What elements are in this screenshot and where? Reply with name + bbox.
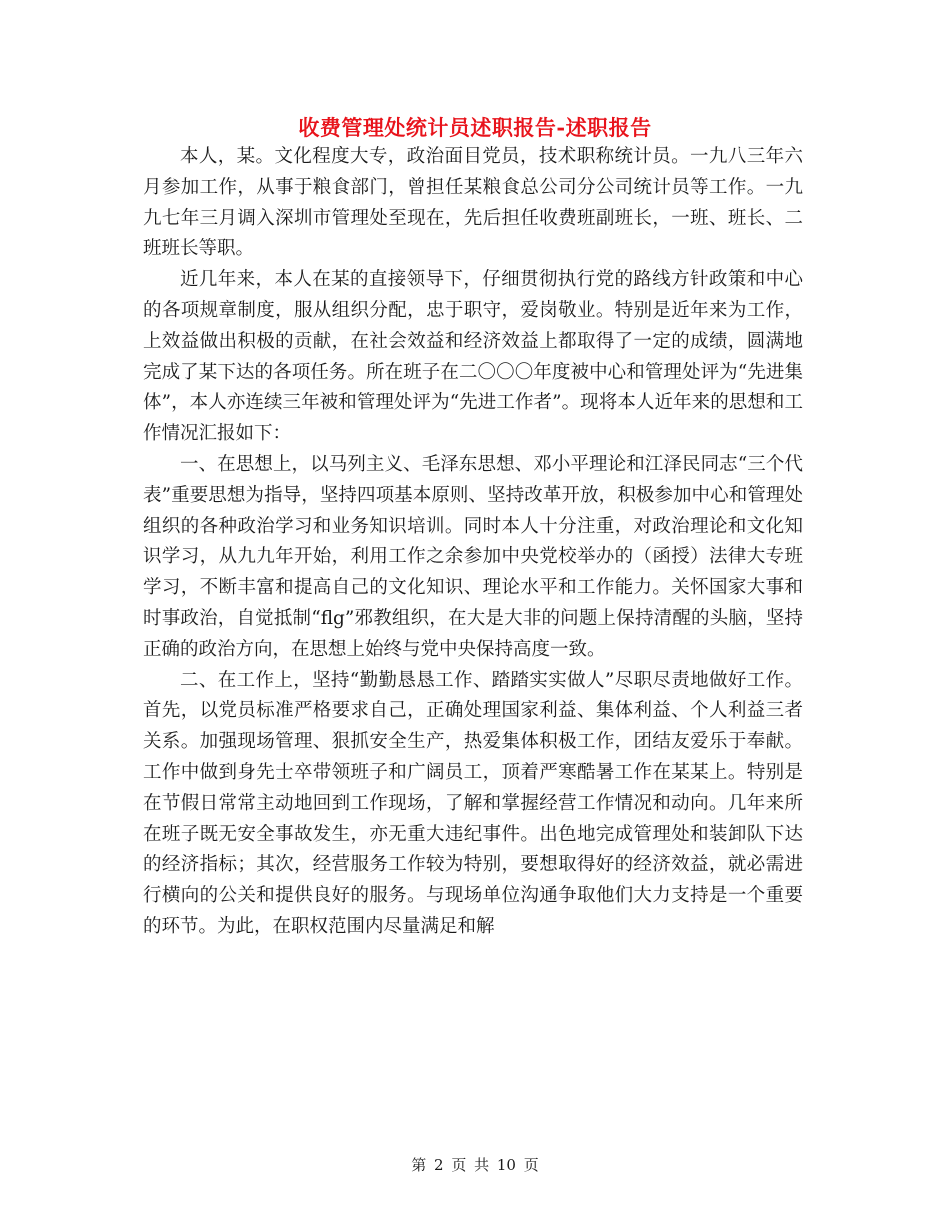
paragraph-overview: 近几年来，本人在某的直接领导下，仔细贯彻执行党的路线方针政策和中心的各项规章制度，服从组织分配，忠于职守，爱岗敬业。特别是近年来为工作，上效益做出积极的贡献，在社会效益和经济效益上都取得了一定的成绩，圆满地完成了某下达的各项任务。所在班子在二〇〇〇年度被中心和管理处评为“先进集体”，本人亦连续三年被和管理处评为“先进工作者”。现将本人近年来的思想和工作情况汇报如下： bbox=[143, 269, 803, 445]
document-title: 收费管理处统计员述职报告-述职报告 bbox=[298, 115, 652, 140]
paragraph-intro: 本人，某。文化程度大专，政治面目党员，技术职称统计员。一九八三年六月参加工作，从事于粮食部门，曾担任某粮食总公司分公司统计员等工作。一九九七年三月调入深圳市管理处至现在，先后担任收费班副班长，一班、班长、二班班长等职。 bbox=[143, 146, 803, 260]
document-body bbox=[143, 142, 803, 943]
paragraph-work: 二、在工作上，坚持“勤勤恳恳工作、踏踏实实做人”尽职尽责地做好工作。首先，以党员标准严格要求自己，正确处理国家利益、集体利益、个人利益三者关系。加强现场管理、狠抓安全生产，热爱集体积极工作，团结友爱乐于奉献。工作中做到身先士卒带领班子和广阔员工，顶着严寒酷暑工作在某某上。特别是在节假日常常主动地回到工作现场，了解和掌握经营工作情况和动向。几年来所在班子既无安全事故发生，亦无重大违纪事件。出色地完成管理处和装卸队下达的经济指标；其次，经营服务工作较为特别，要想取得好的经济效益，就必需进行横向的公关和提供良好的服务。与现场单位沟通争取他们大力支持是一个重要的环节。为此，在职权范围内尽量满足和解 bbox=[143, 669, 803, 937]
paragraph-ideology: 一、在思想上，以马列主义、毛泽东思想、邓小平理论和江泽民同志“三个代表”重要思想为指导，坚持四项基本原则、坚持改革开放，积极参加中心和管理处组织的各种政治学习和业务知识培训。同时本人十分注重，对政治理论和文化知识学习，从九九年开始，利用工作之余参加中央党校举办的（函授）法律大专班学习，不断丰富和提高自己的文化知识、理论水平和工作能力。关怀国家大事和时事政治，自觉抵制“flg”邪教组织，在大是大非的问题上保持清醒的头脑，坚持正确的政治方向，在思想上始终与党中央保持高度一致。 bbox=[143, 453, 803, 660]
page-footer: 第 2 页 共 10 页 bbox=[411, 1156, 539, 1174]
